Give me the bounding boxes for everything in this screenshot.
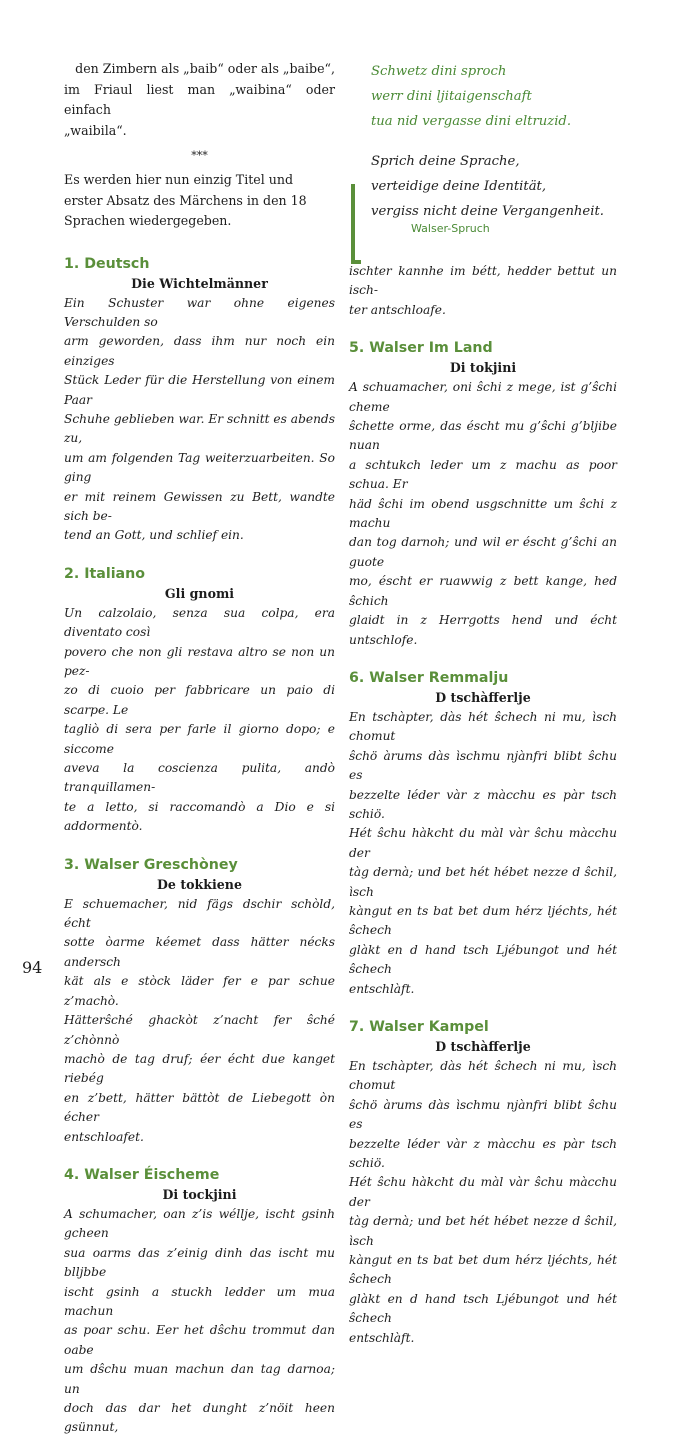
tale-title: D tschàfferlje xyxy=(435,689,531,705)
text-line: Hét ŝchu hàkcht du màl vàr ŝchu màcchu der xyxy=(349,826,617,860)
tale-text xyxy=(349,1057,617,1348)
section-heading: 3. Walser Greschòney xyxy=(64,856,238,873)
motto-line: werr dini ljitaigenschaft xyxy=(371,89,532,104)
page-number: 94 xyxy=(22,958,43,977)
tale-text-continued xyxy=(349,262,617,320)
text-line: a schtukch leder um z machu as poor schua. Er xyxy=(349,457,617,492)
text-line: Hätterŝché ghackòt z’nacht fer ŝché z’chònnò xyxy=(64,1013,335,1047)
section-heading: 2. Italiano xyxy=(64,565,145,582)
text-line: um dŝchu muan machun dan tag darnoa; un xyxy=(64,1362,335,1396)
tale-title: Di tokjini xyxy=(449,360,517,376)
text-line: bezzelte léder vàr z màcchu es pàr tsch schiö. xyxy=(349,787,617,821)
text-line: sua oarms das z’einig dinh das ischt mu blljbbe xyxy=(64,1245,335,1280)
tale-title: Di tockjini xyxy=(162,1186,237,1202)
intro-line: im Friaul liest man „waibina“ oder einfach xyxy=(64,81,335,117)
motto-walser xyxy=(349,59,617,134)
tale-text xyxy=(64,1205,335,1438)
text-line: bezzelte léder vàr z màcchu es pàr tsch schiö. xyxy=(349,1136,617,1171)
section-heading: 5. Walser Im Land xyxy=(349,340,493,357)
text-line: Stück Leder für die Herstellung von einem Paar xyxy=(64,373,335,407)
text-line: A schuamacher, oni ŝchi z mege, ist g’ŝchi cheme xyxy=(349,380,617,414)
section-heading: 1. Deutsch xyxy=(64,255,150,272)
tale-text xyxy=(349,708,617,999)
text-line: te a letto, si raccomandò a Dio e si addormentò. xyxy=(64,799,335,834)
text-line: zo di cuoio per fabbricare un paio di scarpe. Le xyxy=(64,683,335,717)
section-heading: 6. Walser Remmalju xyxy=(349,669,509,686)
motto-line: verteidige deine Identität, xyxy=(371,179,547,194)
text-line: entschlàft. xyxy=(349,981,415,996)
text-line: dan tog darnoh; und wil er éscht g’ŝchi an guote xyxy=(349,535,617,569)
tale-title: D tschàfferlje xyxy=(435,1039,531,1054)
text-line: kàngut en ts bat bet dum hérz ljéchts, hét ŝchech xyxy=(349,903,617,938)
text-line: ischter kannhe im bétt, hedder bettut un isch- xyxy=(349,264,617,298)
tale-text xyxy=(349,378,617,650)
tale-title: Die Wichtelmänner xyxy=(131,275,268,291)
intro-line: „waibila“. xyxy=(64,122,127,138)
text-line: doch das dar het dunght z’nöit heen gsünnut, xyxy=(64,1401,335,1435)
text-line: ŝchö àrums dàs ìschmu njànfri blibt ŝchu es xyxy=(349,1097,617,1132)
text-line: mo, éscht er ruawwig z bett kange, hed ŝchich xyxy=(349,574,617,608)
text-line: Un calzolaio, senza sua colpa, era diventato così xyxy=(64,605,335,640)
section-heading: 7. Walser Kampel xyxy=(349,1019,489,1035)
text-line: En tschàpter, dàs hét ŝchech ni mu, ìsch chomut xyxy=(349,709,617,744)
text-line: ŝchette orme, das éscht mu g’ŝchi g’bljibe nuan xyxy=(349,419,617,453)
section-separator: *** xyxy=(191,149,208,162)
text-line: tend an Gott, und schlief ein. xyxy=(64,528,244,543)
text-line: ŝchö àrums dàs ìschmu njànfri blibt ŝchu es xyxy=(349,748,617,783)
text-line: entschloafet. xyxy=(64,1129,144,1144)
right-column xyxy=(349,59,617,1348)
text-line: sotte òarme kéemet dass hätter nécks andersch xyxy=(64,935,335,969)
text-line: Schuhe geblieben war. Er schnitt es abends zu, xyxy=(64,411,335,446)
text-line: glaidt in z Herrgotts hend und écht untschlofe. xyxy=(349,613,617,647)
motto-line: tua nid vergasse dini eltruzid. xyxy=(371,114,572,129)
text-line: povero che non gli restava altro se non un pez- xyxy=(64,644,335,678)
text-line: um am folgenden Tag weiterzuarbeiten. So ging xyxy=(64,450,335,485)
text-line: tàg dernà; und bet hét hébet nezze d ŝchil, ìsch xyxy=(349,865,617,899)
text-line: glàkt en d hand tsch Ljébungot und hét ŝchech xyxy=(349,942,617,977)
tale-title: De tokkiene xyxy=(157,876,242,892)
text-line: tagliò di sera per farle il giorno dopo; e siccome xyxy=(64,722,335,756)
text-line: kät als e stòck läder fer e par schue z’machò. xyxy=(64,974,335,1008)
motto-line: Schwetz dini sproch xyxy=(371,64,507,79)
text-line: machò de tag druf; éer écht due kanget riebég xyxy=(64,1051,335,1086)
text-line: en z’bett, hätter bättòt de Liebegott òn écher xyxy=(64,1090,335,1125)
text-line: Hét ŝchu hàkcht du màl vàr ŝchu màcchu der xyxy=(349,1175,617,1209)
text-line: E schuemacher, nid fägs dschir schòld, écht xyxy=(64,896,335,931)
motto-source: Walser-Spruch xyxy=(411,222,490,235)
text-line: En tschàpter, dàs hét ŝchech ni mu, ìsch chomut xyxy=(349,1059,617,1093)
quote-bracket xyxy=(351,184,361,264)
intro-paragraph: Es werden hier nun einzig Titel und erster Absatz des Märchens in den 18 Sprachen wiedergegeben. xyxy=(64,172,307,228)
tale-text xyxy=(64,294,335,546)
left-column xyxy=(64,59,335,1438)
text-line: Ein Schuster war ohne eigenes Verschulden so xyxy=(64,295,335,329)
text-line: häd ŝchi im obend usgschnitte um ŝchi z machu xyxy=(349,496,617,531)
motto-block xyxy=(349,59,617,235)
text-line: entschlàft. xyxy=(349,1330,415,1345)
text-line: glàkt en d hand tsch Ljébungot und hét ŝchech xyxy=(349,1291,617,1326)
text-line: as poar schu. Eer het dŝchu trommut dan oabe xyxy=(64,1323,335,1357)
tale-text xyxy=(64,604,335,837)
section-heading: 4. Walser Éischeme xyxy=(64,1166,220,1183)
intro-line: den Zimbern als „baib“ oder als „baibe“, xyxy=(75,61,335,76)
motto-line: Sprich deine Sprache, xyxy=(371,154,520,169)
text-line: aveva la coscienza pulita, andò tranquillamen- xyxy=(64,761,335,795)
tale-text xyxy=(64,895,335,1147)
text-line: ter antschloafe. xyxy=(349,302,446,317)
motto-line: vergiss nicht deine Vergangenheit. xyxy=(371,204,604,219)
text-line: er mit reinem Gewissen zu Bett, wandte sich be- xyxy=(64,489,335,523)
text-line: A schumacher, oan z’is wéllje, ischt gsinh gcheen xyxy=(64,1206,335,1241)
text-line: arm geworden, dass ihm nur noch ein einziges xyxy=(64,334,335,368)
text-line: kàngut en ts bat bet dum hérz ljéchts, hét ŝchech xyxy=(349,1253,617,1287)
tale-title: Gli gnomi xyxy=(164,585,235,601)
text-line: ischt gsinh a stuckh ledder um mua machun xyxy=(64,1284,335,1318)
text-line: tàg dernà; und bet hét hébet nezze d ŝchil, ìsch xyxy=(349,1214,617,1248)
motto-german xyxy=(349,149,617,224)
